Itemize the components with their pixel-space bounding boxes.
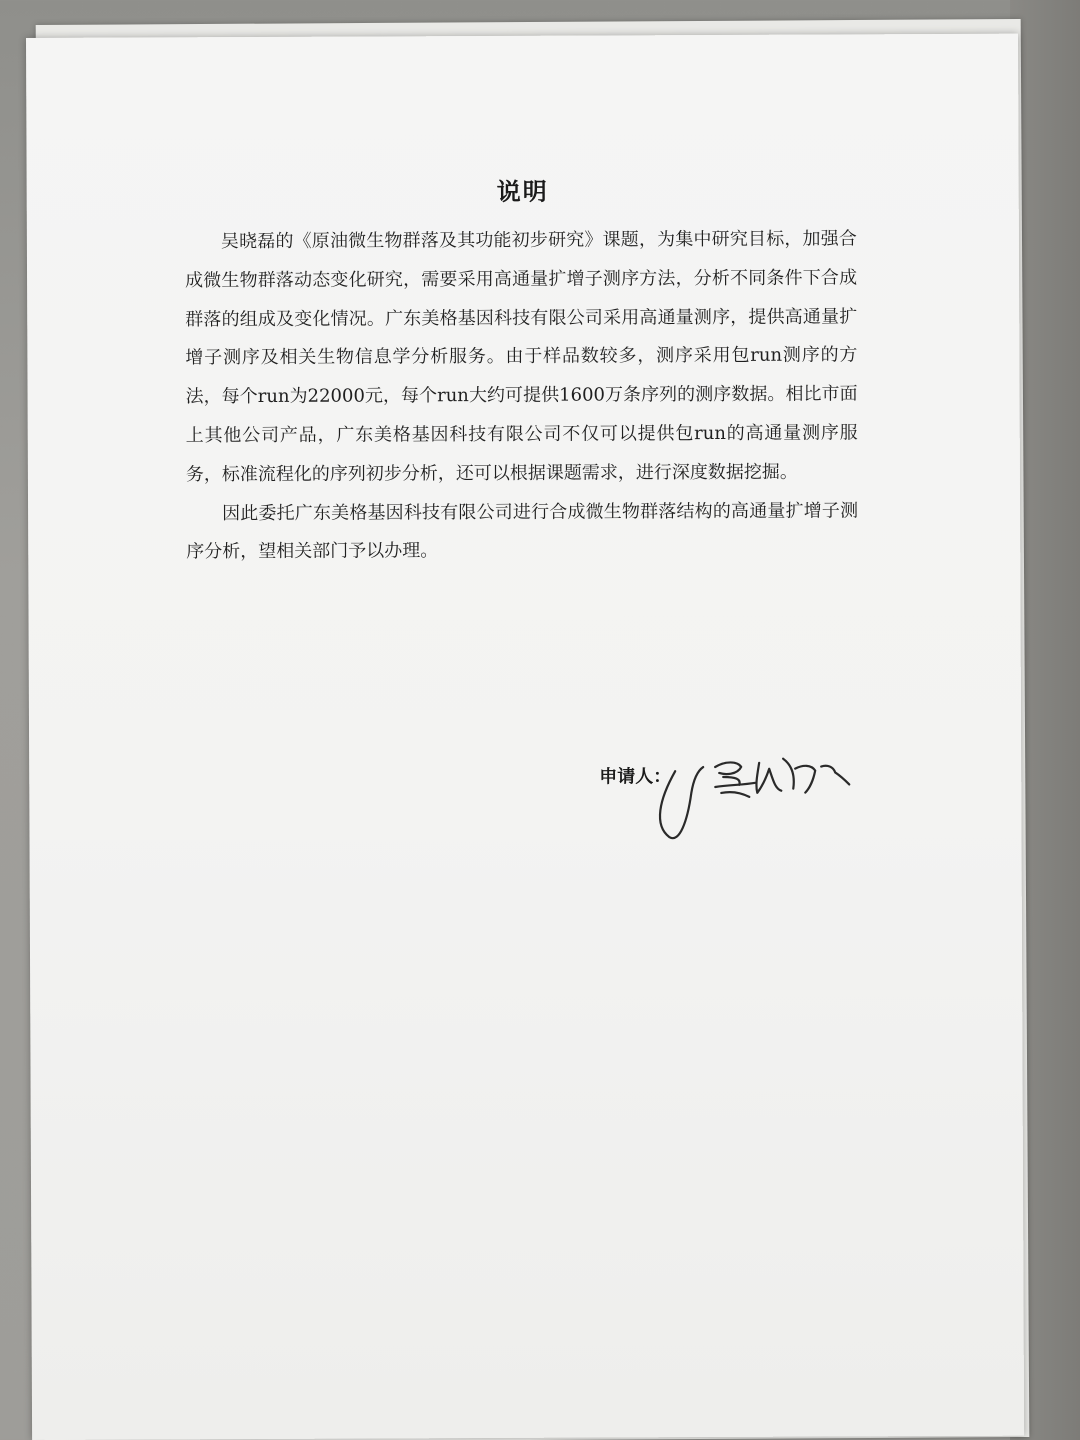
paragraph-1: 吴晓磊的《原油微生物群落及其功能初步研究》课题，为集中研究目标，加强合成微生物群落动态变化研究，需要采用高通量扩增子测序方法，分析不同条件下合成群落的组成及变化情况。广东美格基因科技有限公司采用高通量测序，提供高通量扩增子测序及相关生物信息学分析服务。由于样品数较多，测序采用包run测序的方法，每个run为22000元，每个run大约可提供1600万条序列的测序数据。相比市面上其他公司产品，广东美格基因科技有限公司不仅可以提供包run的高通量测序服务，标准流程化的序列初步分析，还可以根据课题需求，进行深度数据挖掘。 bbox=[185, 228, 858, 486]
handwritten-signature bbox=[645, 740, 855, 851]
document-title: 说明 bbox=[496, 177, 549, 206]
signature-block bbox=[595, 740, 855, 851]
document-page bbox=[26, 34, 1024, 1440]
applicant-label: 申请人： bbox=[599, 766, 672, 788]
paragraph-2: 因此委托广东美格基因科技有限公司进行合成微生物群落结构的高通量扩增子测序分析，望相关部门予以办理。 bbox=[186, 499, 859, 563]
document-body bbox=[185, 220, 859, 572]
